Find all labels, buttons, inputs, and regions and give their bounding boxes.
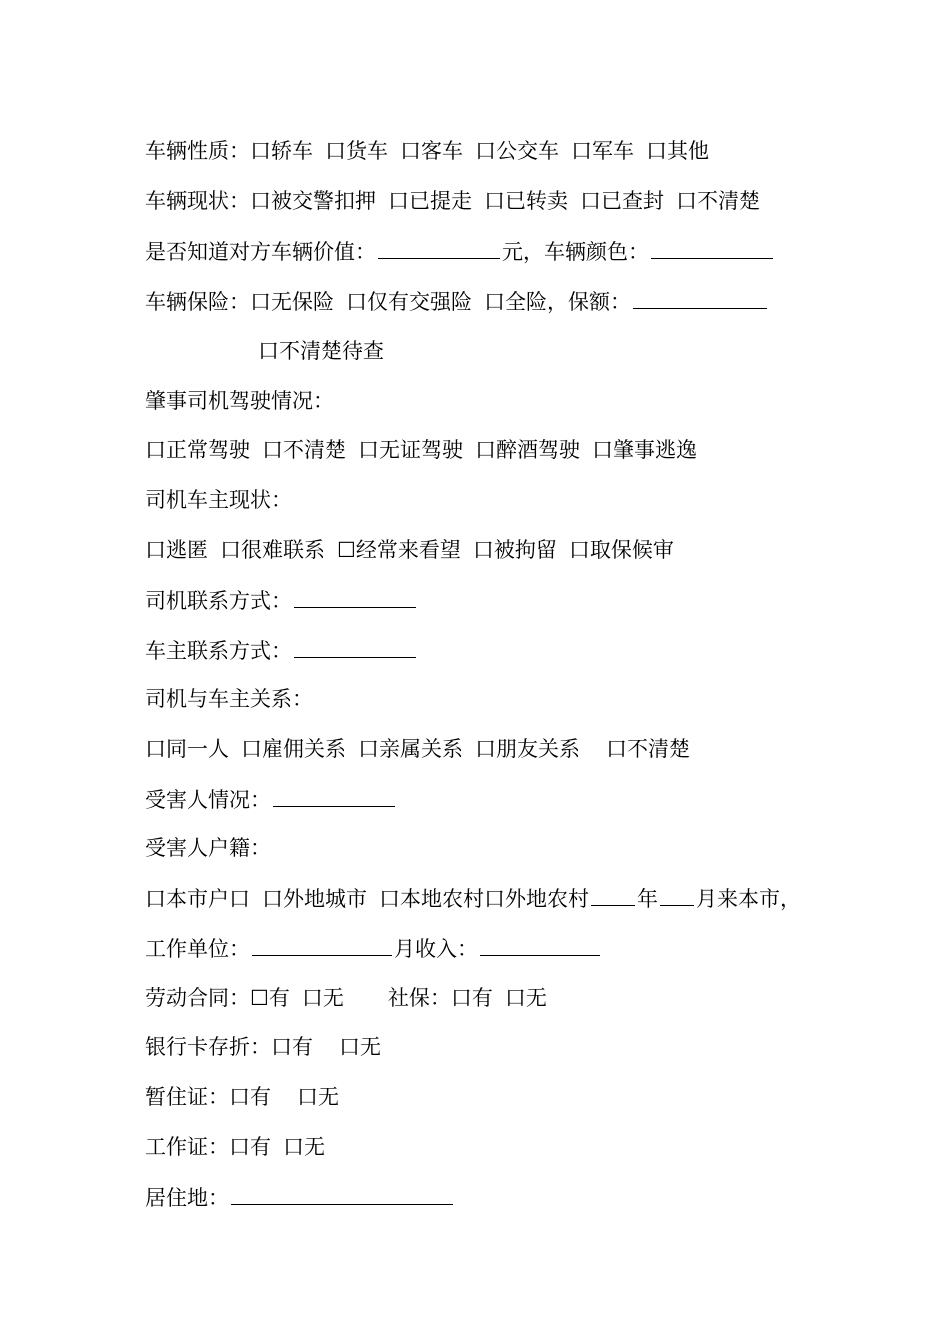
bank-row bbox=[145, 1032, 381, 1062]
workcard-yes-option[interactable]: 口有 bbox=[229, 1135, 271, 1159]
vehicle-value-row bbox=[145, 236, 775, 266]
contract-yes-option[interactable]: ☐有 bbox=[250, 986, 290, 1010]
vehicle-status-option[interactable]: 口已转卖 bbox=[484, 189, 568, 213]
vehicle-value-field[interactable] bbox=[378, 236, 500, 259]
hukou-label: 受害人户籍： bbox=[145, 836, 271, 860]
driver-contact-field[interactable] bbox=[294, 585, 416, 608]
owner-status-option[interactable]: 口取保候审 bbox=[568, 538, 674, 562]
driver-contact-label: 司机联系方式： bbox=[145, 589, 292, 613]
owner-status-options-row bbox=[145, 535, 686, 565]
owner-contact-row bbox=[145, 635, 418, 665]
permit-yes-option[interactable]: 口有 bbox=[229, 1085, 271, 1109]
workcard-row bbox=[145, 1132, 325, 1162]
driving-option[interactable]: 口肇事逃逸 bbox=[592, 438, 697, 462]
contract-label: 劳动合同： bbox=[145, 986, 250, 1010]
hukou-heading bbox=[145, 833, 271, 863]
relation-heading bbox=[145, 684, 313, 714]
residence-field[interactable] bbox=[231, 1182, 453, 1205]
contract-no-option[interactable]: 口无 bbox=[301, 986, 344, 1010]
residence-label: 居住地： bbox=[145, 1186, 229, 1210]
hukou-year-field[interactable] bbox=[591, 883, 635, 906]
insurance-row bbox=[145, 286, 769, 316]
vehicle-color-label: 元，车辆颜色： bbox=[502, 240, 649, 264]
hukou-option[interactable]: 口本地农村口外地农村 bbox=[379, 887, 589, 911]
vehicle-status-label: 车辆现状： bbox=[145, 189, 250, 213]
bank-yes-option[interactable]: 口有 bbox=[271, 1035, 313, 1059]
driving-option[interactable]: 口醉酒驾驶 bbox=[475, 438, 580, 462]
vehicle-status-option[interactable]: 口被交警扣押 bbox=[250, 189, 376, 213]
hukou-year-label: 年 bbox=[637, 887, 658, 911]
relation-option[interactable]: 口雇佣关系 bbox=[241, 737, 346, 761]
insurance-option[interactable]: 口仅有交强险 bbox=[346, 290, 472, 314]
income-label: 月收入： bbox=[394, 937, 478, 961]
residence-row bbox=[145, 1182, 455, 1212]
relation-label: 司机与车主关系： bbox=[145, 687, 313, 711]
victim-row bbox=[145, 784, 397, 814]
driving-label: 肇事司机驾驶情况： bbox=[145, 389, 334, 413]
insurance-label: 车辆保险： bbox=[145, 290, 250, 314]
victim-label: 受害人情况： bbox=[145, 788, 271, 812]
vehicle-type-option[interactable]: 口货车 bbox=[325, 139, 388, 163]
insurance-pending-row bbox=[258, 336, 384, 366]
driving-option[interactable]: 口无证驾驶 bbox=[358, 438, 463, 462]
vehicle-type-option[interactable]: 口军车 bbox=[571, 139, 634, 163]
bank-no-option[interactable]: 口无 bbox=[339, 1035, 381, 1059]
hukou-month-label: 月来本市， bbox=[696, 887, 801, 911]
insurance-pending-option[interactable]: 口不清楚待查 bbox=[258, 339, 384, 363]
driving-option[interactable]: 口正常驾驶 bbox=[145, 438, 250, 462]
owner-status-option[interactable]: 口逃匿 bbox=[145, 538, 208, 562]
relation-option[interactable]: 口不清楚 bbox=[606, 737, 690, 761]
bank-label: 银行卡存折： bbox=[145, 1035, 271, 1059]
vehicle-type-option[interactable]: 口客车 bbox=[400, 139, 463, 163]
hukou-option[interactable]: 口外地城市 bbox=[262, 887, 367, 911]
driver-contact-row bbox=[145, 585, 418, 615]
permit-row bbox=[145, 1082, 339, 1112]
owner-status-option[interactable]: ☐经常来看望 bbox=[337, 538, 461, 562]
insurance-amount-field[interactable] bbox=[633, 286, 767, 309]
vehicle-type-row bbox=[145, 136, 721, 166]
owner-status-label: 司机车主现状： bbox=[145, 488, 292, 512]
vehicle-type-option[interactable]: 口其他 bbox=[646, 139, 709, 163]
driving-options-row bbox=[145, 435, 709, 465]
owner-contact-label: 车主联系方式： bbox=[145, 639, 292, 663]
driving-heading bbox=[145, 386, 334, 416]
social-label: 社保： bbox=[387, 986, 451, 1010]
victim-field[interactable] bbox=[273, 784, 395, 807]
work-unit-field[interactable] bbox=[252, 933, 392, 956]
permit-no-option[interactable]: 口无 bbox=[297, 1085, 339, 1109]
vehicle-status-row bbox=[145, 186, 772, 216]
relation-options-row bbox=[145, 734, 690, 764]
vehicle-type-option[interactable]: 口轿车 bbox=[250, 139, 313, 163]
contract-row bbox=[145, 983, 547, 1013]
owner-status-heading bbox=[145, 485, 292, 515]
relation-option[interactable]: 口同一人 bbox=[145, 737, 229, 761]
permit-label: 暂住证： bbox=[145, 1085, 229, 1109]
relation-option[interactable]: 口亲属关系 bbox=[358, 737, 463, 761]
insurance-option[interactable]: 口无保险 bbox=[250, 290, 334, 314]
hukou-month-field[interactable] bbox=[660, 883, 694, 906]
hukou-options-row bbox=[145, 883, 801, 913]
workcard-no-option[interactable]: 口无 bbox=[283, 1135, 325, 1159]
vehicle-color-field[interactable] bbox=[651, 236, 773, 259]
social-yes-option[interactable]: 口有 bbox=[450, 986, 493, 1010]
vehicle-status-option[interactable]: 口不清楚 bbox=[676, 189, 760, 213]
vehicle-status-option[interactable]: 口已提走 bbox=[388, 189, 472, 213]
owner-status-option[interactable]: 口很难联系 bbox=[220, 538, 325, 562]
driving-option[interactable]: 口不清楚 bbox=[262, 438, 346, 462]
workcard-label: 工作证： bbox=[145, 1135, 229, 1159]
income-field[interactable] bbox=[480, 933, 600, 956]
hukou-option[interactable]: 口本市户口 bbox=[145, 887, 250, 911]
vehicle-value-label: 是否知道对方车辆价值： bbox=[145, 240, 376, 264]
owner-contact-field[interactable] bbox=[294, 635, 416, 658]
social-no-option[interactable]: 口无 bbox=[504, 986, 547, 1010]
relation-option[interactable]: 口朋友关系 bbox=[475, 737, 580, 761]
vehicle-type-option[interactable]: 口公交车 bbox=[475, 139, 559, 163]
work-row bbox=[145, 933, 602, 963]
insurance-option[interactable]: 口全险，保额： bbox=[484, 290, 631, 314]
vehicle-status-option[interactable]: 口已查封 bbox=[580, 189, 664, 213]
owner-status-option[interactable]: 口被拘留 bbox=[472, 538, 557, 562]
vehicle-type-label: 车辆性质： bbox=[145, 139, 250, 163]
work-unit-label: 工作单位： bbox=[145, 937, 250, 961]
